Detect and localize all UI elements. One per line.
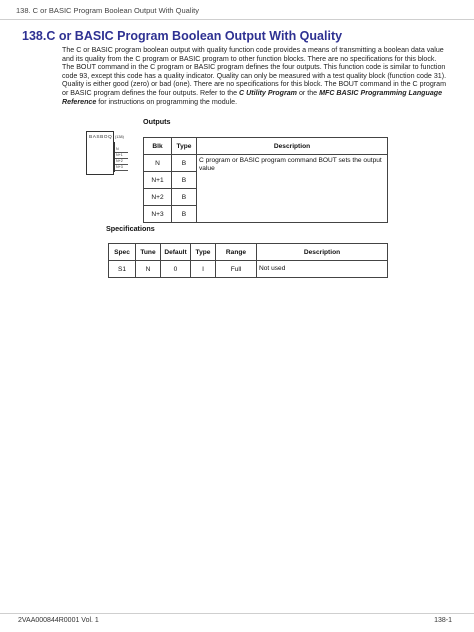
spec-col-type: Type — [191, 244, 216, 261]
output-port-n: N — [116, 147, 119, 151]
outputs-col-description: Description — [197, 138, 388, 155]
document-id: 2VAA000844R0001 Vol. 1 — [18, 617, 99, 624]
spec-description: Not used — [257, 261, 388, 278]
outputs-col-type: Type — [172, 138, 197, 155]
spec-tune: N — [136, 261, 161, 278]
output-type: B — [172, 189, 197, 206]
function-code-label: (138) — [115, 135, 124, 139]
spec-type: I — [191, 261, 216, 278]
function-block-name: BASBOQ — [89, 135, 113, 140]
spec-col-tune: Tune — [136, 244, 161, 261]
running-header: 138. C or BASIC Program Boolean Output With Quality — [16, 6, 199, 15]
intro-text-3: for instructions on programming the module. — [96, 97, 238, 106]
spec-range: Full — [216, 261, 257, 278]
output-port-area — [114, 142, 129, 172]
outputs-col-blk: Blk — [144, 138, 172, 155]
output-type: B — [172, 155, 197, 172]
spec-spec: S1 — [109, 261, 136, 278]
table-row — [144, 155, 388, 172]
output-port-n2: N+2 — [116, 159, 123, 163]
output-port-n3: N+3 — [116, 165, 123, 169]
specifications-heading: Specifications — [106, 224, 155, 233]
spec-col-default: Default — [161, 244, 191, 261]
output-blk: N — [144, 155, 172, 172]
outputs-heading: Outputs — [143, 117, 171, 126]
intro-text-1: The C or BASIC program boolean output with quality function code provides a means of transmitting a boolean data value and its quality from the C program or BASIC program to other function blocks. There are no specifications for this block. The BOUT command in the C program or BASIC program defines the four outputs. This function code is similar to function code 93, except this code has a quality indicator. Quality can only be measured with a test quality block (function code 31). Quality is either good (zero) or bad (one). There are no specifications for this block. The BOUT command in the C program or BASIC program defines the four outputs. Refer to the — [62, 46, 447, 97]
footer-divider — [0, 613, 474, 614]
function-block-symbol — [86, 131, 128, 175]
output-description: C program or BASIC program command BOUT sets the output value — [197, 155, 388, 223]
output-type: B — [172, 172, 197, 189]
output-port-n1: N+1 — [116, 153, 123, 157]
intro-text-2: or the — [297, 88, 320, 97]
spec-col-description: Description — [257, 244, 388, 261]
outputs-header-row — [144, 138, 388, 155]
intro-reference-basic-manual: MFC BASIC Programming Language Reference — [62, 88, 443, 106]
specifications-table — [108, 243, 388, 278]
spec-default: 0 — [161, 261, 191, 278]
spec-col-spec: Spec — [109, 244, 136, 261]
page-number: 138-1 — [434, 617, 452, 624]
intro-reference-c-utility: C Utility Program — [239, 88, 297, 97]
section-title: 138.C or BASIC Program Boolean Output With Quality — [22, 29, 343, 43]
spec-col-range: Range — [216, 244, 257, 261]
output-blk: N+3 — [144, 206, 172, 223]
output-line-n3 — [115, 170, 128, 171]
specifications-header-row — [109, 244, 388, 261]
output-type: B — [172, 206, 197, 223]
output-blk: N+1 — [144, 172, 172, 189]
output-blk: N+2 — [144, 189, 172, 206]
outputs-table — [143, 137, 388, 223]
table-row — [109, 261, 388, 278]
header-divider — [0, 19, 474, 20]
intro-paragraph — [62, 46, 448, 106]
function-block-box — [86, 131, 114, 175]
